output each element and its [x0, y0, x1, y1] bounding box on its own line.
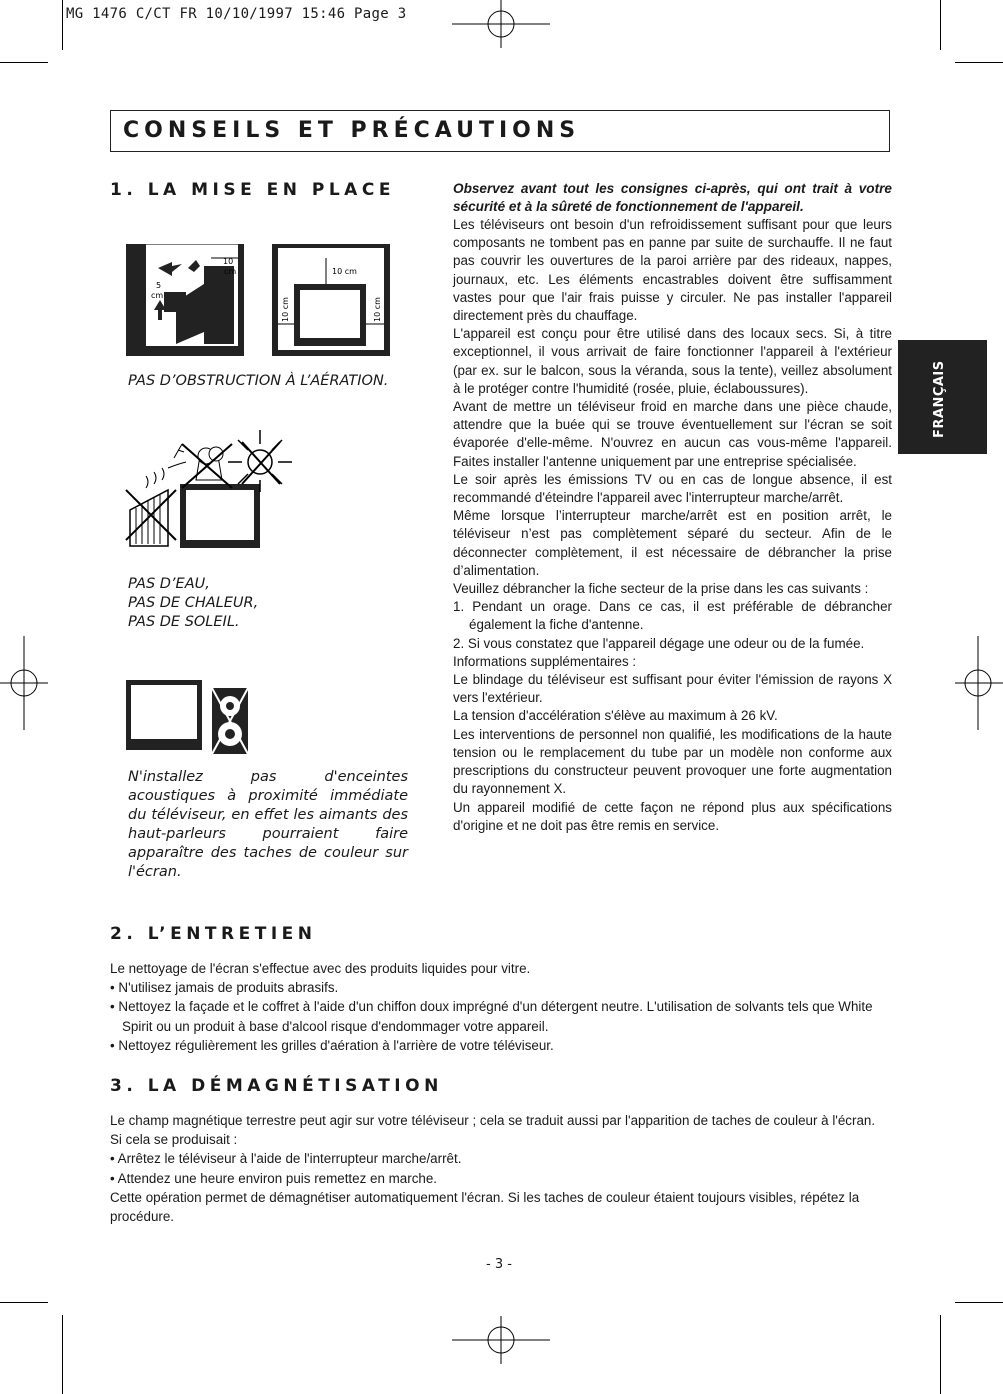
- clearance-top-label: 10 cm: [332, 267, 357, 276]
- safety-paragraph: Veuillez débrancher la fiche secteur de la prise dans les cas suivants :: [453, 581, 869, 597]
- caption-line: PAS DE SOLEIL.: [128, 614, 240, 630]
- maintenance-bullet: • N'utilisez jamais de produits abrasifs.: [110, 980, 339, 996]
- ventilation-side-figure: [126, 244, 244, 356]
- safety-paragraph: Même lorsque l’interrupteur marche/arrêt est en position arrêt, le téléviseur n’est pas complètement séparé du secteur. Afin de le déconnecter complètement, il est nécessaire de débrancher la prise d’alimentation.: [453, 508, 892, 578]
- sun-icon: [228, 430, 292, 492]
- television-icon: [126, 680, 202, 750]
- caption-aeration: PAS D’OBSTRUCTION À L’AÉRATION.: [128, 373, 389, 389]
- maintenance-line: Le nettoyage de l'écran s'effectue avec des produits liquides pour vitre.: [110, 961, 531, 976]
- safety-paragraph: La tension d'accélération s'élève au maximum à 26 kV.: [453, 708, 778, 724]
- ventilation-front-figure: [272, 244, 390, 356]
- caption-speakers: N'installez pas d'enceintes acoustiques à proximité immédiate du téléviseur, en effet les aimants des haut-parleurs pourraient faire apparaître des taches de couleur sur l'écran.: [128, 769, 408, 880]
- safety-paragraph: Avant de mettre un téléviseur froid en marche dans une pièce chaude, attendre que la buée qui se trouve éventuellement sur l'écran se soit évaporée d'elle-même. N'ouvrez en aucun cas vous-même l'appareil. Faites installer l'antenne uniquement par une entreprise spécialisée.: [453, 399, 892, 469]
- gap-top-unit: cm: [224, 267, 237, 276]
- demag-bullet: • Attendez une heure environ puis remettez en marche.: [110, 1170, 437, 1186]
- safety-column: [453, 180, 892, 835]
- page-number: - 3 -: [486, 1257, 512, 1272]
- language-tab: [898, 340, 987, 454]
- speaker-icon: [212, 688, 248, 754]
- print-slug: MG 1476 C/CT FR 10/10/1997 15:46 Page 3: [66, 6, 407, 22]
- safety-paragraph: Informations supplémentaires :: [453, 653, 637, 669]
- safety-paragraph: Le blindage du téléviseur est suffisant pour éviter l'émission de rayons X vers l'extérieur.: [453, 672, 892, 706]
- safety-list-item: 2. Si vous constatez que l'appareil dégage une odeur ou de la fumée.: [453, 635, 865, 651]
- main-title-box: [110, 110, 890, 152]
- clearance-left-label: 10 cm: [281, 297, 290, 322]
- gap-top-value: 10: [223, 257, 234, 266]
- demag-line: Si cela se produisait :: [110, 1132, 238, 1148]
- demag-line: Le champ magnétique terrestre peut agir sur votre téléviseur ; cela se traduit aussi par l'apparition de taches de couleur à l'écran.: [110, 1113, 876, 1128]
- safety-paragraph: Un appareil modifié de cette façon ne répond plus aux spécifications d'origine et ne doit pas être remis en service.: [453, 799, 892, 833]
- section2-body: [110, 959, 892, 1055]
- television-icon: [180, 484, 260, 548]
- gap-left-value: 5: [156, 281, 162, 290]
- demag-line: Cette opération permet de démagnétiser automatiquement l'écran. Si les taches de couleur étaient toujours visibles, répétez la procédure.: [110, 1189, 860, 1225]
- maintenance-bullet: • Nettoyez régulièrement les grilles d'aération à l'arrière de votre téléviseur.: [110, 1037, 554, 1053]
- clearance-right-label: 10 cm: [373, 297, 382, 322]
- gap-left-unit: cm: [151, 291, 164, 300]
- safety-paragraph: L'appareil est conçu pour être utilisé dans des locaux secs. Si, à titre exceptionnel, il vous arrivait de faire fonctionner l'appareil à l'extérieur (par ex. sur le balcon, sous la véranda, sous la tente), veillez absolument à le protéger contre l'humidité (rosée, pluie, éclaboussures).: [453, 326, 892, 396]
- safety-list-item: 1. Pendant un orage. Dans ce cas, il est préférable de débrancher également la fiche d'antenne.: [453, 599, 892, 633]
- maintenance-bullet: • Nettoyez la façade et le coffret à l'aide d'un chiffon doux imprégné d'un détergent neutre. L'utilisation de solvants tels que White Spirit ou un produit à base d'alcool risque d'endommager votre appareil.: [110, 999, 873, 1034]
- caption-line: PAS D’EAU,: [128, 576, 210, 592]
- safety-paragraph: Les téléviseurs ont besoin d'un refroidissement suffisant pour que leurs composants ne tombent pas en panne par suite de surchauffe. Il ne faut pas couvrir les ouvertures de la paroi arrière par des rideaux, nappes, journaux, etc. Les éléments encastrables doivent être suffisamment vastes pour que l'air frais puisse y circuler. Ne pas installer l'appareil directement près du chauffage.: [453, 217, 892, 324]
- tv-speaker-figure: [126, 680, 254, 756]
- water-heat-sun-figure: [124, 428, 300, 548]
- safety-paragraph: Les interventions de personnel non qualifié, les modifications de la haute tension ou le remplacement du tube par un modèle non conforme aux prescriptions du constructeur peuvent provoquer une forte augmentation du rayonnement X.: [453, 726, 892, 797]
- language-tab-label: FRANÇAIS: [932, 360, 947, 438]
- safety-lead: Observez avant tout les consignes ci-après, qui ont trait à votre sécurité et à la sûreté de fonctionnement de l'appareil.: [453, 181, 892, 214]
- main-title: CONSEILS ET PRÉCAUTIONS: [123, 118, 581, 143]
- section3-heading: 3. LA DÉMAGNÉTISATION: [110, 1076, 443, 1096]
- demag-bullet: • Arrêtez le téléviseur à l'aide de l'interrupteur marche/arrêt.: [110, 1151, 462, 1167]
- heater-icon: [126, 468, 176, 546]
- section1-heading: 1. LA MISE EN PLACE: [110, 180, 395, 200]
- section2-heading: 2. L’ENTRETIEN: [110, 924, 317, 944]
- caption-water-heat-sun: [128, 575, 328, 632]
- caption-line: PAS DE CHALEUR,: [128, 595, 259, 611]
- safety-paragraph: Le soir après les émissions TV ou en cas de longue absence, il est recommandé d'éteindre l'appareil avec l'interrupteur marche/arrêt.: [453, 471, 892, 506]
- plant-icon: [168, 444, 232, 488]
- section3-body: [110, 1111, 892, 1226]
